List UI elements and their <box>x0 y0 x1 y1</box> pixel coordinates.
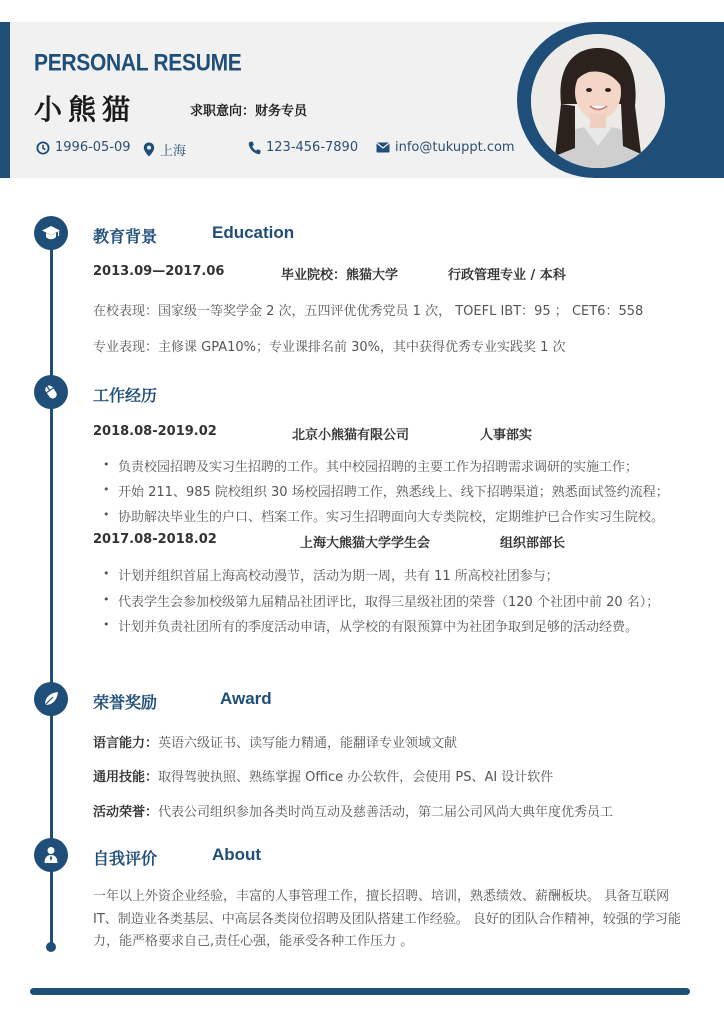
education-major: 行政管理专业 / 本科 <box>448 268 566 283</box>
award-activity-label: 活动荣誉： <box>93 805 159 820</box>
profile-photo <box>531 34 665 168</box>
job-2-role: 组织部部长 <box>500 536 566 551</box>
award-skills-text: 取得驾驶执照、熟练掌握 Office 办公软件，会使用 PS、AI 设计软件 <box>158 770 554 785</box>
job-1-bullet-3: 协助解决毕业生的户口、档案工作。实习生招聘面向大专类院校，定期维护已合作实习生院校。 <box>118 510 665 525</box>
timeline-end-dot <box>46 942 56 952</box>
header-accent-bar <box>0 22 10 178</box>
phone <box>248 140 358 155</box>
email <box>376 140 515 155</box>
city-text: 上海 <box>160 144 187 159</box>
award-skills <box>93 766 553 785</box>
bullet-dot: • <box>103 618 110 631</box>
job-1-role: 人事部实 <box>480 428 533 443</box>
education-title: 教育背景 <box>93 227 158 246</box>
award-skills-label: 通用技能： <box>93 770 159 785</box>
education-school-performance: 在校表现：国家级一等奖学金 2 次，五四评优优秀党员 1 次， TOEFL IBT：95 ； CET6：558 <box>93 304 644 319</box>
job-2-bullet-2: 代表学生会参加校级第九届精品社团评比，取得三星级社团的荣誉（120 个社团中前 20 名）； <box>118 595 660 610</box>
education-period: 2013.09—2017.06 <box>93 264 225 279</box>
job-1-company: 北京小熊猫有限公司 <box>292 428 410 443</box>
job-1-bullet-2: 开始 211、985 院校组织 30 场校园招聘工作，熟悉线上、线下招聘渠道；熟悉面试签约流程； <box>118 485 669 500</box>
bullet-dot: • <box>103 483 110 496</box>
graduation-cap-icon <box>34 216 68 250</box>
birth-date-text: 1996-05-09 <box>55 140 131 155</box>
education-title-en: Education <box>212 223 295 242</box>
job-intent: 求职意向：财务专员 <box>190 104 308 119</box>
clock-icon <box>36 141 50 155</box>
job-2-bullet-1: 计划并组织首届上海高校动漫节，活动为期一周，共有 11 所高校社团参与； <box>118 569 559 584</box>
bullet-dot: • <box>103 593 110 606</box>
envelope-icon <box>376 142 390 153</box>
job-1-bullet-1: 负责校园招聘及实习生招聘的工作。其中校园招聘的主要工作为招聘需求调研的实施工作； <box>118 460 639 475</box>
award-title-en: Award <box>220 689 272 708</box>
award-activity-text: 代表公司组织参加各类时尚互动及慈善活动，第二届公司风尚大典年度优秀员工 <box>158 805 614 820</box>
bullet-dot: • <box>103 508 110 521</box>
footer-bar <box>30 988 690 995</box>
candidate-name: 小熊猫 <box>34 93 137 126</box>
mouse-icon <box>34 375 68 409</box>
city <box>143 140 186 159</box>
education-school: 毕业院校：熊猫大学 <box>281 268 399 283</box>
award-title: 荣誉奖励 <box>93 693 158 712</box>
about-title-en: About <box>212 845 262 864</box>
job-2-company: 上海大熊猫大学学生会 <box>300 536 431 551</box>
bullet-dot: • <box>103 567 110 580</box>
resume-title: PERSONAL RESUME <box>34 50 242 77</box>
award-activity <box>93 801 613 820</box>
job-1-period: 2018.08-2019.02 <box>93 424 217 439</box>
phone-text: 123-456-7890 <box>266 140 359 155</box>
phone-icon <box>248 141 261 155</box>
work-title: 工作经历 <box>93 386 158 405</box>
location-pin-icon <box>143 142 155 157</box>
award-language-text: 英语六级证书、读写能力精通，能翻译专业领域文献 <box>158 736 458 751</box>
award-language-label: 语言能力： <box>93 736 159 751</box>
email-text: info@tukuppt.com <box>395 140 515 155</box>
about-title: 自我评价 <box>93 849 158 868</box>
education-major-performance: 专业表现：主修课 GPA10%；专业课排名前 30%，其中获得优秀专业实践奖 1 次 <box>93 340 566 355</box>
birth-date <box>36 140 131 155</box>
leaf-icon <box>34 682 68 716</box>
person-icon <box>34 838 68 872</box>
bullet-dot: • <box>103 458 110 471</box>
job-2-period: 2017.08-2018.02 <box>93 532 217 547</box>
job-2-bullet-3: 计划并负责社团所有的季度活动申请，从学校的有限预算中为社团争取到足够的活动经费。 <box>118 620 639 635</box>
about-text: 一年以上外资企业经验，丰富的人事管理工作，擅长招聘、培训，熟悉绩效、薪酬板块。 具备互联网 IT、制造业各类基层、中高层各类岗位招聘及团队搭建工作经验。 良好的团队合作精神，较强的学习能力，能严格要求自己,责任心强，能承受各种工作压力 。 <box>93 889 681 949</box>
award-language <box>93 732 457 751</box>
